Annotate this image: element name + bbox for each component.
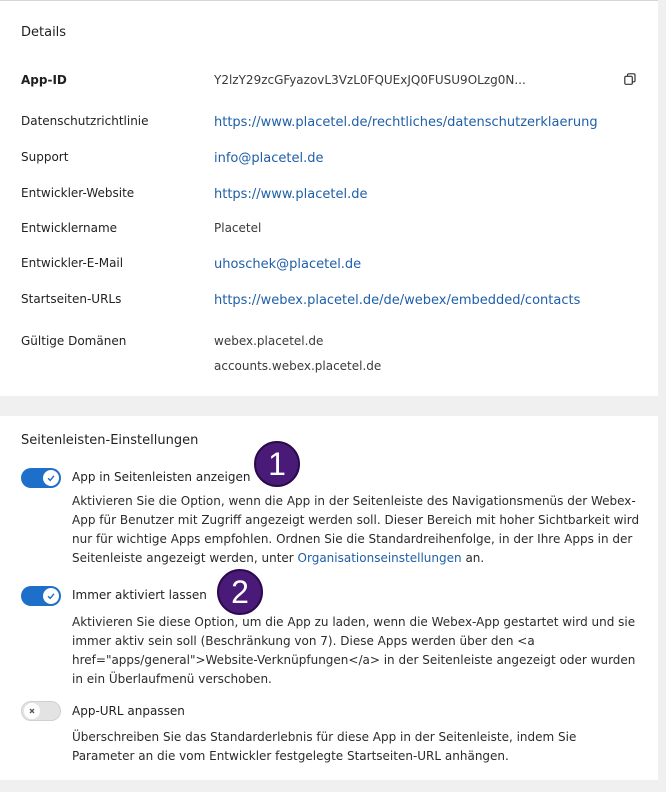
toggle-knob [24,703,40,719]
valid-domains-label: Gültige Domänen [21,334,127,348]
show-in-sidebar-toggle[interactable] [21,468,61,488]
developer-website-link[interactable]: https://www.placetel.de [214,187,368,202]
copy-icon[interactable] [624,73,636,85]
toggle-knob [43,588,59,604]
customize-app-url-toggle[interactable] [21,701,61,721]
app-id-value: Y2lzY29zcGFyazovL3VzL0FQUExJQ0FUSU9OLzg0N... [214,73,526,87]
show-in-sidebar-description: Aktivieren Sie die Option, wenn die App in der Seitenleiste des Navigationsmenüs der Webex-App für Benutzer mit Zugriff angezeigt werden soll. Dieser Bereich mit hoher Sichtbarkeit wird nur für wichtige Apps empfohlen. Ordnen Sie die Standardreihenfolge, in der Ihre Apps in der Seitenleiste angezeigt werden, unter Organisationseinstellungen an. [72,494,640,565]
toggle-knob [43,470,59,486]
valid-domain-item: webex.placetel.de [214,334,324,348]
x-icon [27,706,37,716]
always-active-label: Immer aktiviert lassen [72,588,207,602]
developer-email-label: Entwickler-E-Mail [21,256,124,270]
sidebar-settings-card [0,416,658,780]
valid-domain-item: accounts.webex.placetel.de [214,359,382,373]
always-active-toggle[interactable] [21,586,61,606]
customize-app-url-label: App-URL anpassen [72,704,185,718]
sidebar-settings-title: Seitenleisten-Einstellungen [21,433,199,448]
start-page-url-link[interactable]: https://webex.placetel.de/de/webex/embedded/contacts [214,293,581,308]
customize-app-url-description: Überschreiben Sie das Standarderlebnis für diese App in der Seitenleiste, indem Sie Parameter an die vom Entwickler festgelegte Startseiten-URL anhängen. [72,730,577,763]
developer-website-label: Entwickler-Website [21,186,135,200]
details-card [0,0,658,396]
support-email-link[interactable]: info@placetel.de [214,151,324,166]
check-icon [46,591,56,601]
privacy-policy-label: Datenschutzrichtlinie [21,114,149,128]
org-settings-link[interactable]: Organisationseinstellungen [297,551,462,565]
always-active-description: Aktivieren Sie diese Option, um die App zu laden, wenn die Webex-App gestartet wird und sie immer aktiv sein soll (Beschränkung von 7). Diese Apps werden über den <a href="apps/general">Website-Verknüpfungen</a> in der Seitenleiste angezeigt oder wurden in ein Überlaufmenü verschoben. [72,615,636,686]
check-icon [46,473,56,483]
support-label: Support [21,150,69,164]
developer-name-value: Placetel [214,221,262,235]
developer-name-label: Entwicklername [21,221,118,235]
annotation-badge-2: 2 [217,569,263,615]
annotation-badge-1: 1 [254,441,300,487]
show-in-sidebar-label: App in Seitenleisten anzeigen [72,470,251,484]
details-title: Details [21,25,67,40]
start-page-urls-label: Startseiten-URLs [21,292,122,306]
privacy-policy-link[interactable]: https://www.placetel.de/rechtliches/datenschutzerklaerung [214,115,598,130]
developer-email-link[interactable]: uhoschek@placetel.de [214,257,362,272]
app-id-label: App-ID [21,73,67,87]
